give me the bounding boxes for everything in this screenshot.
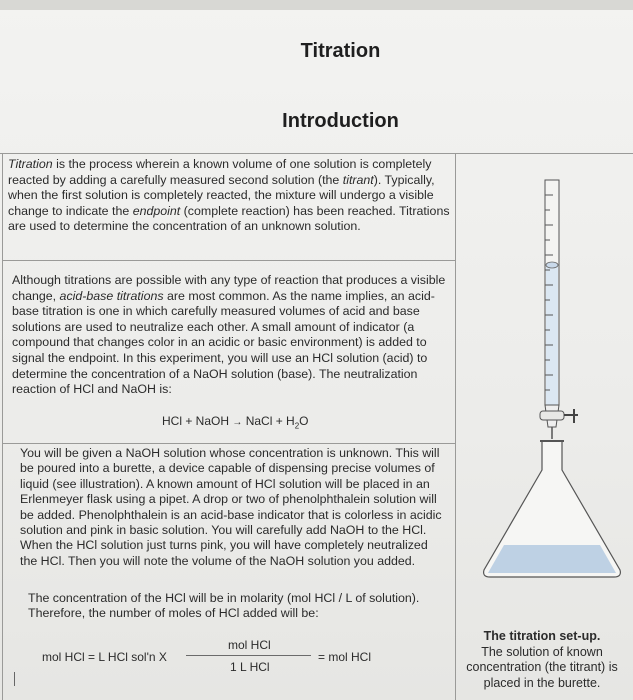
- table-left-border: [2, 153, 3, 700]
- intro-paragraph-1: Titration is the process wherein a known volume of one solution is completely reacted by adding a carefully measured second solution (the titrant). Typically, when the first solution is completely reacted, the mixture will undergo a visible change to indicate the endpoint (complete reaction) has been reached. Titrations are used to determine the concentration of an unknown solution.: [8, 157, 450, 234]
- section-heading: Introduction: [282, 110, 399, 132]
- neutralization-reaction: HCl + NaOH → NaCl + $H_2O$: [162, 414, 309, 431]
- figure-caption: The titration set-up. The solution of known concentration (the titrant) is placed in the burette.: [466, 629, 618, 690]
- table-top-border: [0, 153, 633, 154]
- equation-result: = mol HCl: [318, 650, 372, 664]
- page-title: Titration: [300, 40, 381, 62]
- equation-left: mol HCl = L HCl sol'n X: [42, 650, 167, 664]
- intro-paragraph-3: You will be given a NaOH solution whose concentration is unknown. This will be poured into a burette, a device capable of dispensing precise volumes of liquid (see illustration). A known amount of HCl solution will be placed in an Erlenmeyer flask using a pipet. A drop or two of phenolphthalein solution will be added. Phenolphthalein is an acid-base indicator that is colorless in acidic solution and pink in basic solution. You will carefully add NaOH to the HCl. When the HCl solution just turns pink, you will have completely neutralized the HCl. Then you will note the volume of the NaOH solution you added.: [20, 446, 442, 568]
- table-column-divider: [455, 153, 456, 700]
- stopcock-body: [540, 411, 564, 420]
- titration-setup-illustration: [470, 165, 630, 605]
- intro-paragraph-2: Although titrations are possible with any type of reaction that produces a visible change, acid-base titrations are most common. As the name implies, an acid-base titration is one in which carefully measured volumes of acid and base solutions are used to neutralize each other. A small amount of indicator (a compound that changes color in an acidic or basic environment) is added to signal the endpoint. In this experiment, you will use an HCl solution (acid) to determine the concentration of a NaOH solution (base). The neutralization reaction of HCl and NaOH is:: [12, 273, 446, 397]
- equation-numerator: mol HCl: [228, 638, 271, 652]
- flask-solution: [488, 545, 616, 573]
- equation-denominator: 1 L HCl: [230, 660, 270, 674]
- burette-liquid: [546, 265, 558, 405]
- intro-paragraph-4: The concentration of the HCl will be in molarity (mol HCl / L of solution). Therefore, the number of moles of HCl added will be:: [28, 591, 420, 620]
- page-top-strip: [0, 0, 633, 10]
- meniscus: [546, 262, 558, 268]
- row-divider-2: [2, 443, 455, 444]
- text-cursor: [14, 672, 15, 686]
- fraction-bar: [186, 655, 311, 656]
- row-divider-1: [2, 260, 455, 261]
- stopcock-handle[interactable]: [564, 409, 578, 423]
